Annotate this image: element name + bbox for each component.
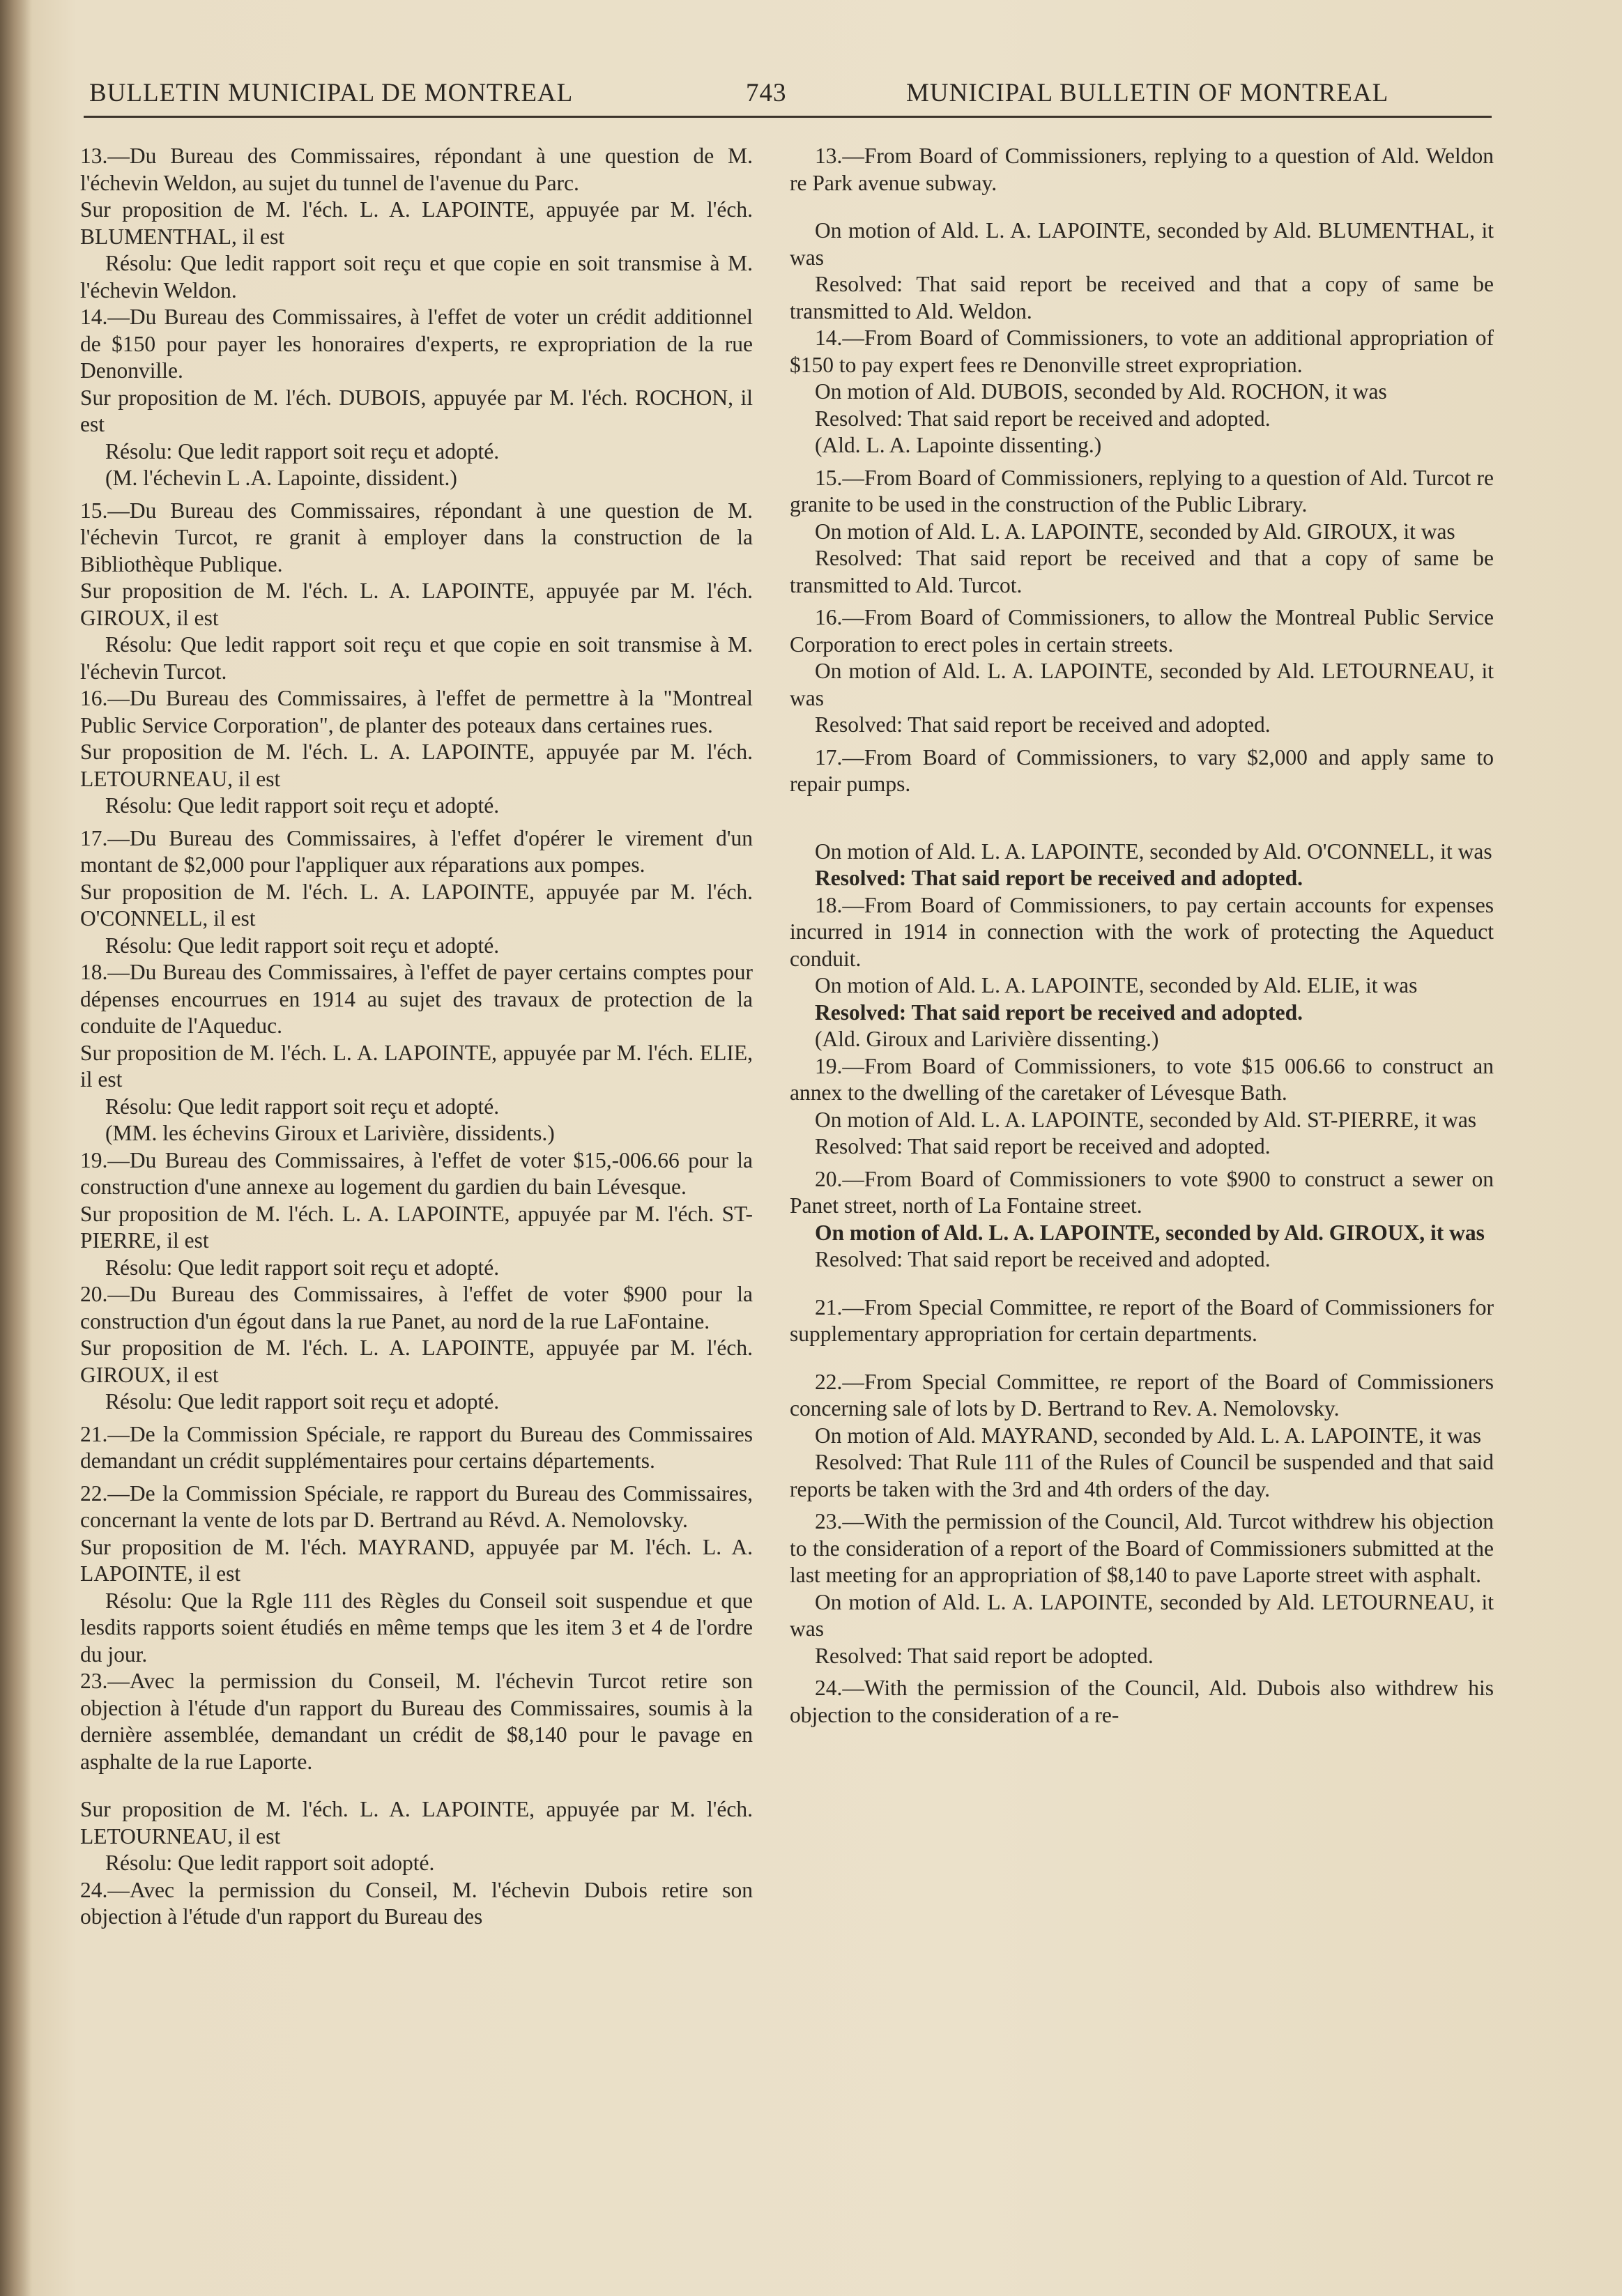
fr-resolution: Résolu: Que ledit rapport soit reçu et adopté. bbox=[105, 1255, 500, 1280]
en-resolution: Resolved: That said report be adopted. bbox=[815, 1643, 1154, 1668]
en-resolution: Resolved: That said report be received and adopted. bbox=[815, 866, 1303, 890]
en-resolution: Resolved: That said report be received and that a copy of same be transmitted to Ald. Weldon. bbox=[790, 272, 1494, 323]
en-item-21: 21.—From Special Committee, re report of the Board of Commissioners for supplementary appropriation for certain departments. bbox=[790, 1294, 1494, 1346]
fr-item-20: 20.—Du Bureau des Commissaires, à l'effet de voter $900 pour la construction d'un égout dans la rue Panet, au nord de la rue LaFontaine. bbox=[80, 1282, 753, 1333]
en-motion: On motion of Ald. DUBOIS, seconded by Ald. ROCHON, it was bbox=[815, 379, 1387, 404]
en-item-19: 19.—From Board of Commissioners, to vote $15 006.66 to construct an annex to the dwelling of the caretaker of Lévesque Bath. bbox=[790, 1053, 1494, 1105]
fr-motion: Sur proposition de M. l'éch. L. A. LAPOINTE, appuyée par M. l'éch. ST-PIERRE, il est bbox=[80, 1201, 753, 1253]
fr-motion: Sur proposition de M. l'éch. DUBOIS, appuyée par M. l'éch. ROCHON, il est bbox=[80, 385, 753, 436]
fr-motion: Sur proposition de M. l'éch. L. A. LAPOINTE, appuyée par M. l'éch. GIROUX, il est bbox=[80, 1335, 753, 1387]
fr-item-15: 15.—Du Bureau des Commissaires, répondant à une question de M. l'échevin Turcot, re granit à employer dans la construction de la Bibliothèque Publique. bbox=[80, 498, 753, 576]
fr-item-17: 17.—Du Bureau des Commissaires, à l'effet d'opérer le virement d'un montant de $2,000 pour l'appliquer aux réparations aux pompes. bbox=[80, 825, 753, 877]
fr-resolution: Résolu: Que ledit rapport soit reçu et adopté. bbox=[105, 933, 500, 958]
fr-item-21: 21.—De la Commission Spéciale, re rapport du Bureau des Commissaires demandant un crédit supplémentaires pour certains départements. bbox=[80, 1421, 753, 1473]
en-dissent: (Ald. Giroux and Larivière dissenting.) bbox=[815, 1027, 1159, 1051]
en-motion: On motion of Ald. L. A. LAPOINTE, seconded by Ald. ELIE, it was bbox=[815, 973, 1418, 997]
en-motion: On motion of Ald. L. A. LAPOINTE, seconded by Ald. LETOURNEAU, it was bbox=[790, 659, 1494, 710]
header-french-title: BULLETIN MUNICIPAL DE MONTREAL bbox=[89, 79, 574, 107]
en-item-24: 24.—With the permission of the Council, Ald. Dubois also withdrew his objection to the consideration of a re- bbox=[790, 1676, 1494, 1727]
fr-motion: Sur proposition de M. l'éch. L. A. LAPOINTE, appuyée par M. l'éch. O'CONNELL, il est bbox=[80, 879, 753, 931]
en-motion: On motion of Ald. L. A. LAPOINTE, seconded by Ald. BLUMENTHAL, it was bbox=[790, 218, 1494, 270]
en-item-22: 22.—From Special Committee, re report of the Board of Commissioners concerning sale of lots by D. Bertrand to Rev. A. Nemolovsky. bbox=[790, 1369, 1494, 1421]
fr-item-18: 18.—Du Bureau des Commissaires, à l'effet de payer certains comptes pour dépenses encourrues en 1914 au sujet des travaux de protection de la conduite de l'Aqueduc. bbox=[80, 960, 753, 1038]
fr-resolution: Résolu: Que ledit rapport soit reçu et adopté. bbox=[105, 438, 500, 464]
en-item-20: 20.—From Board of Commissioners to vote $900 to construct a sewer on Panet street, north of La Fontaine street. bbox=[790, 1166, 1494, 1218]
fr-motion: Sur proposition de M. l'éch. L. A. LAPOINTE, appuyée par M. l'éch. GIROUX, il est bbox=[80, 579, 753, 630]
book-spine-shadow bbox=[0, 0, 32, 2296]
fr-item-13: 13.—Du Bureau des Commissaires, répondant à une question de M. l'échevin Weldon, au sujet du tunnel de l'avenue du Parc. bbox=[80, 144, 753, 195]
fr-item-19: 19.—Du Bureau des Commissaires, à l'effet de voter $15,-006.66 pour la construction d'une annexe au logement du gardien du bain Lévesque. bbox=[80, 1147, 753, 1199]
en-resolution: Resolved: That said report be received and that a copy of same be transmitted to Ald. Turcot. bbox=[790, 546, 1494, 597]
fr-motion: Sur proposition de M. l'éch. MAYRAND, appuyée par M. l'éch. L. A. LAPOINTE, il est bbox=[80, 1534, 753, 1586]
page-number: 743 bbox=[746, 79, 787, 107]
fr-resolution: Résolu: Que la Rgle 111 des Règles du Conseil soit suspendue et que lesdits rapports soient étudiés en même temps que les item 3 et 4 de l'ordre du jour. bbox=[80, 1588, 753, 1667]
en-dissent: (Ald. L. A. Lapointe dissenting.) bbox=[815, 433, 1102, 457]
fr-resolution: Résolu: Que ledit rapport soit reçu et que copie en soit transmise à M. l'échevin Turcot. bbox=[80, 632, 753, 684]
fr-motion: Sur proposition de M. l'éch. L. A. LAPOINTE, appuyée par M. l'éch. LETOURNEAU, il est bbox=[80, 1797, 753, 1849]
en-motion: On motion of Ald. L. A. LAPOINTE, seconded by Ald. LETOURNEAU, it was bbox=[790, 1589, 1494, 1641]
en-motion: On motion of Ald. L. A. LAPOINTE, seconded by Ald. ST-PIERRE, it was bbox=[815, 1107, 1477, 1132]
fr-dissent: (M. l'échevin L .A. Lapointe, dissident.) bbox=[105, 466, 457, 490]
en-item-15: 15.—From Board of Commissioners, replying to a question of Ald. Turcot re granite to be used in the construction of the Public Library. bbox=[790, 465, 1494, 516]
en-item-18: 18.—From Board of Commissioners, to pay certain accounts for expenses incurred in 1914 in connection with the work of protecting the Aqueduct conduit. bbox=[790, 892, 1494, 971]
fr-item-24: 24.—Avec la permission du Conseil, M. l'échevin Dubois retire son objection à l'étude d'un rapport du Bureau des bbox=[80, 1877, 753, 1929]
en-resolution: Resolved: That said report be received and adopted. bbox=[815, 1247, 1271, 1271]
french-column bbox=[80, 143, 753, 1931]
fr-motion: Sur proposition de M. l'éch. L. A. LAPOINTE, appuyée par M. l'éch. ELIE, il est bbox=[80, 1040, 753, 1092]
english-column bbox=[790, 143, 1494, 1729]
fr-resolution: Résolu: Que ledit rapport soit reçu et adopté. bbox=[105, 793, 500, 818]
en-item-23: 23.—With the permission of the Council, Ald. Turcot withdrew his objection to the consideration of a report of the Board of Commissioners submitted at the last meeting for an appropriation of $8,140 to pave Laporte street with asphalt. bbox=[790, 1509, 1494, 1587]
fr-dissent: (MM. les échevins Giroux et Larivière, dissidents.) bbox=[105, 1121, 555, 1145]
fr-resolution: Résolu: Que ledit rapport soit reçu et que copie en soit transmise à M. l'échevin Weldon. bbox=[80, 251, 753, 303]
fr-motion: Sur proposition de M. l'éch. L. A. LAPOINTE, appuyée par M. l'éch. BLUMENTHAL, il est bbox=[80, 197, 753, 249]
fr-resolution: Résolu: Que ledit rapport soit reçu et adopté. bbox=[105, 1094, 500, 1119]
en-motion: On motion of Ald. L. A. LAPOINTE, seconded by Ald. GIROUX, it was bbox=[815, 519, 1455, 544]
en-motion: On motion of Ald. L. A. LAPOINTE, seconded by Ald. GIROUX, it was bbox=[815, 1220, 1485, 1245]
fr-item-14: 14.—Du Bureau des Commissaires, à l'effet de voter un crédit additionnel de $150 pour payer les honoraires d'experts, re expropriation de la rue Denonville. bbox=[80, 305, 753, 383]
header-english-title: MUNICIPAL BULLETIN OF MONTREAL bbox=[906, 79, 1389, 107]
fr-item-16: 16.—Du Bureau des Commissaires, à l'effet de permettre à la "Montreal Public Service Corporation", de planter des poteaux dans certaines rues. bbox=[80, 686, 753, 737]
en-motion: On motion of Ald. L. A. LAPOINTE, seconded by Ald. O'CONNELL, it was bbox=[815, 839, 1492, 864]
en-resolution: Resolved: That said report be received and adopted. bbox=[815, 406, 1271, 431]
en-item-17: 17.—From Board of Commissioners, to vary $2,000 and apply same to repair pumps. bbox=[790, 744, 1494, 796]
page-header bbox=[0, 78, 1622, 120]
fr-resolution: Résolu: Que ledit rapport soit reçu et adopté. bbox=[105, 1389, 500, 1414]
en-motion: On motion of Ald. MAYRAND, seconded by Ald. L. A. LAPOINTE, it was bbox=[815, 1423, 1482, 1448]
fr-motion: Sur proposition de M. l'éch. L. A. LAPOINTE, appuyée par M. l'éch. LETOURNEAU, il est bbox=[80, 740, 753, 791]
en-resolution: Resolved: That said report be received and adopted. bbox=[815, 1134, 1271, 1158]
en-item-16: 16.—From Board of Commissioners, to allow the Montreal Public Service Corporation to erect poles in certain streets. bbox=[790, 605, 1494, 657]
header-rule bbox=[84, 116, 1492, 118]
fr-resolution: Résolu: Que ledit rapport soit adopté. bbox=[105, 1851, 435, 1875]
fr-item-23: 23.—Avec la permission du Conseil, M. l'échevin Turcot retire son objection à l'étude d'un rapport du Bureau des Commissaires, soumis à la dernière assemblée, demandant un crédit de $8,140 pour le pavage en asphalte de la rue Laporte. bbox=[80, 1669, 753, 1774]
en-resolution: Resolved: That Rule 111 of the Rules of Council be suspended and that said reports be taken with the 3rd and 4th orders of the day. bbox=[790, 1450, 1494, 1501]
en-resolution: Resolved: That said report be received and adopted. bbox=[815, 1000, 1303, 1025]
en-item-14: 14.—From Board of Commissioners, to vote an additional appropriation of $150 to pay expert fees re Denonville street expropriation. bbox=[790, 326, 1494, 377]
fr-item-22: 22.—De la Commission Spéciale, re rapport du Bureau des Commissaires, concernant la vente de lots par D. Bertrand au Révd. A. Nemolovsky. bbox=[80, 1480, 753, 1532]
en-resolution: Resolved: That said report be received and adopted. bbox=[815, 712, 1271, 737]
en-item-13: 13.—From Board of Commissioners, replying to a question of Ald. Weldon re Park avenue subway. bbox=[790, 144, 1494, 195]
